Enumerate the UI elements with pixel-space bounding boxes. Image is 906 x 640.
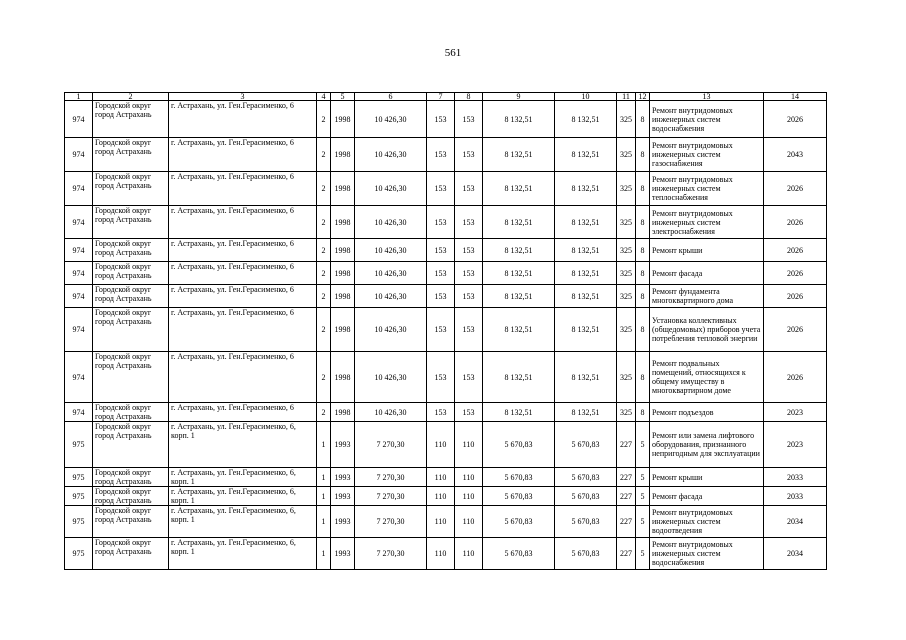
col11-cell: 325 [617,285,636,308]
row-id: 975 [65,422,93,468]
repair-schedule-table [64,92,827,570]
header-row [65,93,827,101]
total-area-cell: 10 426,30 [355,285,427,308]
row-id: 974 [65,138,93,172]
municipality-cell: Городской округ город Астрахань [93,352,169,403]
col10-cell: 8 132,51 [555,206,617,239]
col12-cell: 8 [636,172,650,206]
col9-cell: 5 670,83 [483,506,555,538]
table-row [65,206,827,239]
col7-cell: 110 [427,487,455,506]
work-type-cell: Ремонт внутридомовых инженерных систем водоотведения [650,506,764,538]
col10-cell: 8 132,51 [555,101,617,138]
page-number: 561 [444,47,462,59]
col10-cell: 5 670,83 [555,468,617,487]
year-cell: 1993 [331,422,355,468]
col7-cell: 153 [427,239,455,262]
row-id: 974 [65,403,93,422]
col12-cell: 5 [636,506,650,538]
col8-cell: 110 [455,487,483,506]
col7-cell: 153 [427,172,455,206]
col7-cell: 153 [427,352,455,403]
floors-cell: 2 [317,262,331,285]
col9-cell: 8 132,51 [483,206,555,239]
table-body [65,101,827,570]
col8-cell: 153 [455,138,483,172]
col7-cell: 153 [427,138,455,172]
row-id: 974 [65,206,93,239]
col7-cell: 110 [427,468,455,487]
col9-cell: 8 132,51 [483,172,555,206]
planned-year-cell: 2023 [764,403,827,422]
table-row [65,352,827,403]
col8-cell: 153 [455,172,483,206]
table-row [65,101,827,138]
planned-year-cell: 2043 [764,138,827,172]
row-id: 974 [65,101,93,138]
work-type-cell: Ремонт подъездов [650,403,764,422]
address-cell: г. Астрахань, ул. Ген.Герасименко, 6 [169,403,317,422]
total-area-cell: 10 426,30 [355,206,427,239]
year-cell: 1998 [331,262,355,285]
col12-cell: 8 [636,138,650,172]
work-type-cell: Ремонт или замена лифтового оборудования, признанного непригодным для эксплуатации [650,422,764,468]
col12-cell: 8 [636,239,650,262]
col12-cell: 8 [636,262,650,285]
table-row [65,172,827,206]
row-id: 974 [65,172,93,206]
year-cell: 1998 [331,403,355,422]
col10-cell: 5 670,83 [555,487,617,506]
address-cell: г. Астрахань, ул. Ген.Герасименко, 6 [169,101,317,138]
col10-cell: 8 132,51 [555,403,617,422]
work-type-cell: Ремонт внутридомовых инженерных систем водоснабжения [650,538,764,570]
total-area-cell: 10 426,30 [355,262,427,285]
floors-cell: 1 [317,506,331,538]
total-area-cell: 10 426,30 [355,352,427,403]
municipality-cell: Городской округ город Астрахань [93,285,169,308]
col11-cell: 325 [617,101,636,138]
year-cell: 1998 [331,239,355,262]
col11-cell: 227 [617,538,636,570]
col10-cell: 5 670,83 [555,422,617,468]
col8-cell: 153 [455,262,483,285]
municipality-cell: Городской округ город Астрахань [93,422,169,468]
table-row [65,239,827,262]
year-cell: 1998 [331,172,355,206]
floors-cell: 2 [317,308,331,352]
col7-cell: 153 [427,206,455,239]
work-type-cell: Ремонт внутридомовых инженерных систем электроснабжения [650,206,764,239]
work-type-cell: Ремонт внутридомовых инженерных систем теплоснабжения [650,172,764,206]
work-type-cell: Ремонт фасада [650,487,764,506]
col11-cell: 325 [617,206,636,239]
column-header: 12 [636,93,650,101]
total-area-cell: 10 426,30 [355,101,427,138]
address-cell: г. Астрахань, ул. Ген.Герасименко, 6 [169,352,317,403]
total-area-cell: 7 270,30 [355,506,427,538]
work-type-cell: Установка коллективных (общедомовых) приборов учета потребления тепловой энергии [650,308,764,352]
column-header: 7 [427,93,455,101]
floors-cell: 2 [317,352,331,403]
column-header: 3 [169,93,317,101]
col9-cell: 5 670,83 [483,538,555,570]
planned-year-cell: 2026 [764,101,827,138]
floors-cell: 1 [317,538,331,570]
floors-cell: 1 [317,468,331,487]
row-id: 974 [65,262,93,285]
year-cell: 1993 [331,538,355,570]
address-cell: г. Астрахань, ул. Ген.Герасименко, 6 [169,239,317,262]
total-area-cell: 7 270,30 [355,538,427,570]
col10-cell: 8 132,51 [555,172,617,206]
planned-year-cell: 2026 [764,239,827,262]
work-type-cell: Ремонт внутридомовых инженерных систем водоснабжения [650,101,764,138]
row-id: 975 [65,468,93,487]
municipality-cell: Городской округ город Астрахань [93,138,169,172]
floors-cell: 2 [317,285,331,308]
col8-cell: 110 [455,506,483,538]
col7-cell: 110 [427,506,455,538]
work-type-cell: Ремонт фасада [650,262,764,285]
total-area-cell: 7 270,30 [355,487,427,506]
address-cell: г. Астрахань, ул. Ген.Герасименко, 6 [169,138,317,172]
total-area-cell: 10 426,30 [355,308,427,352]
planned-year-cell: 2026 [764,352,827,403]
work-type-cell: Ремонт фундамента многоквартирного дома [650,285,764,308]
col8-cell: 110 [455,422,483,468]
column-header: 8 [455,93,483,101]
row-id: 975 [65,506,93,538]
col11-cell: 325 [617,262,636,285]
col7-cell: 153 [427,101,455,138]
col7-cell: 153 [427,403,455,422]
col10-cell: 8 132,51 [555,262,617,285]
col7-cell: 153 [427,285,455,308]
col12-cell: 8 [636,101,650,138]
table-row [65,403,827,422]
col12-cell: 5 [636,422,650,468]
table-row [65,308,827,352]
row-id: 974 [65,239,93,262]
planned-year-cell: 2026 [764,206,827,239]
table-row [65,285,827,308]
municipality-cell: Городской округ город Астрахань [93,172,169,206]
row-id: 974 [65,352,93,403]
floors-cell: 2 [317,138,331,172]
planned-year-cell: 2026 [764,285,827,308]
column-header: 9 [483,93,555,101]
col11-cell: 325 [617,308,636,352]
col11-cell: 325 [617,352,636,403]
col11-cell: 325 [617,239,636,262]
col8-cell: 153 [455,239,483,262]
col8-cell: 110 [455,468,483,487]
year-cell: 1993 [331,506,355,538]
table-row [65,487,827,506]
work-type-cell: Ремонт крыши [650,239,764,262]
col7-cell: 153 [427,262,455,285]
column-header: 5 [331,93,355,101]
address-cell: г. Астрахань, ул. Ген.Герасименко, 6 [169,285,317,308]
address-cell: г. Астрахань, ул. Ген.Герасименко, 6 [169,206,317,239]
municipality-cell: Городской округ город Астрахань [93,487,169,506]
address-cell: г. Астрахань, ул. Ген.Герасименко, 6, корп. 1 [169,538,317,570]
planned-year-cell: 2033 [764,487,827,506]
address-cell: г. Астрахань, ул. Ген.Герасименко, 6, корп. 1 [169,506,317,538]
year-cell: 1998 [331,352,355,403]
column-header: 4 [317,93,331,101]
col11-cell: 325 [617,138,636,172]
year-cell: 1998 [331,101,355,138]
col8-cell: 153 [455,352,483,403]
column-header: 11 [617,93,636,101]
row-id: 974 [65,285,93,308]
col9-cell: 8 132,51 [483,239,555,262]
floors-cell: 1 [317,487,331,506]
municipality-cell: Городской округ город Астрахань [93,239,169,262]
table-row [65,506,827,538]
floors-cell: 2 [317,206,331,239]
col10-cell: 8 132,51 [555,138,617,172]
address-cell: г. Астрахань, ул. Ген.Герасименко, 6 [169,308,317,352]
year-cell: 1998 [331,206,355,239]
column-header: 1 [65,93,93,101]
table-row [65,138,827,172]
year-cell: 1998 [331,138,355,172]
planned-year-cell: 2026 [764,172,827,206]
col7-cell: 110 [427,422,455,468]
work-type-cell: Ремонт подвальных помещений, относящихся к общему имуществу в многоквартирном доме [650,352,764,403]
col12-cell: 5 [636,538,650,570]
address-cell: г. Астрахань, ул. Ген.Герасименко, 6 [169,262,317,285]
col9-cell: 8 132,51 [483,308,555,352]
row-id: 974 [65,308,93,352]
municipality-cell: Городской округ город Астрахань [93,262,169,285]
year-cell: 1998 [331,285,355,308]
municipality-cell: Городской округ город Астрахань [93,308,169,352]
col10-cell: 5 670,83 [555,506,617,538]
year-cell: 1993 [331,468,355,487]
col8-cell: 110 [455,538,483,570]
col11-cell: 227 [617,487,636,506]
municipality-cell: Городской округ город Астрахань [93,101,169,138]
total-area-cell: 7 270,30 [355,422,427,468]
address-cell: г. Астрахань, ул. Ген.Герасименко, 6, корп. 1 [169,422,317,468]
floors-cell: 2 [317,403,331,422]
col11-cell: 227 [617,506,636,538]
col12-cell: 8 [636,308,650,352]
table-row [65,422,827,468]
column-header: 6 [355,93,427,101]
work-type-cell: Ремонт крыши [650,468,764,487]
planned-year-cell: 2033 [764,468,827,487]
col8-cell: 153 [455,403,483,422]
municipality-cell: Городской округ город Астрахань [93,506,169,538]
table-row [65,468,827,487]
col9-cell: 5 670,83 [483,468,555,487]
col11-cell: 227 [617,468,636,487]
table-row [65,538,827,570]
total-area-cell: 10 426,30 [355,138,427,172]
address-cell: г. Астрахань, ул. Ген.Герасименко, 6 [169,172,317,206]
col7-cell: 110 [427,538,455,570]
total-area-cell: 10 426,30 [355,172,427,206]
col12-cell: 8 [636,285,650,308]
column-header: 2 [93,93,169,101]
floors-cell: 2 [317,239,331,262]
municipality-cell: Городской округ город Астрахань [93,468,169,487]
row-id: 975 [65,487,93,506]
col12-cell: 5 [636,487,650,506]
col11-cell: 325 [617,172,636,206]
year-cell: 1998 [331,308,355,352]
municipality-cell: Городской округ город Астрахань [93,206,169,239]
col7-cell: 153 [427,308,455,352]
col10-cell: 8 132,51 [555,352,617,403]
table-row [65,262,827,285]
floors-cell: 1 [317,422,331,468]
col9-cell: 8 132,51 [483,262,555,285]
col9-cell: 8 132,51 [483,352,555,403]
col10-cell: 8 132,51 [555,239,617,262]
address-cell: г. Астрахань, ул. Ген.Герасименко, 6, корп. 1 [169,487,317,506]
total-area-cell: 10 426,30 [355,239,427,262]
col9-cell: 8 132,51 [483,138,555,172]
total-area-cell: 10 426,30 [355,403,427,422]
floors-cell: 2 [317,101,331,138]
planned-year-cell: 2026 [764,308,827,352]
column-header: 10 [555,93,617,101]
col11-cell: 325 [617,403,636,422]
col12-cell: 8 [636,403,650,422]
col8-cell: 153 [455,285,483,308]
planned-year-cell: 2026 [764,262,827,285]
address-cell: г. Астрахань, ул. Ген.Герасименко, 6, корп. 1 [169,468,317,487]
municipality-cell: Городской округ город Астрахань [93,538,169,570]
col8-cell: 153 [455,206,483,239]
row-id: 975 [65,538,93,570]
col9-cell: 8 132,51 [483,285,555,308]
planned-year-cell: 2034 [764,506,827,538]
column-header: 14 [764,93,827,101]
year-cell: 1993 [331,487,355,506]
col8-cell: 153 [455,101,483,138]
col8-cell: 153 [455,308,483,352]
col10-cell: 8 132,51 [555,285,617,308]
col10-cell: 5 670,83 [555,538,617,570]
col10-cell: 8 132,51 [555,308,617,352]
total-area-cell: 7 270,30 [355,468,427,487]
col9-cell: 5 670,83 [483,422,555,468]
work-type-cell: Ремонт внутридомовых инженерных систем газоснабжения [650,138,764,172]
planned-year-cell: 2023 [764,422,827,468]
col11-cell: 227 [617,422,636,468]
col12-cell: 5 [636,468,650,487]
col9-cell: 8 132,51 [483,403,555,422]
column-header: 13 [650,93,764,101]
municipality-cell: Городской округ город Астрахань [93,403,169,422]
col9-cell: 5 670,83 [483,487,555,506]
floors-cell: 2 [317,172,331,206]
col9-cell: 8 132,51 [483,101,555,138]
col12-cell: 8 [636,206,650,239]
planned-year-cell: 2034 [764,538,827,570]
col12-cell: 8 [636,352,650,403]
